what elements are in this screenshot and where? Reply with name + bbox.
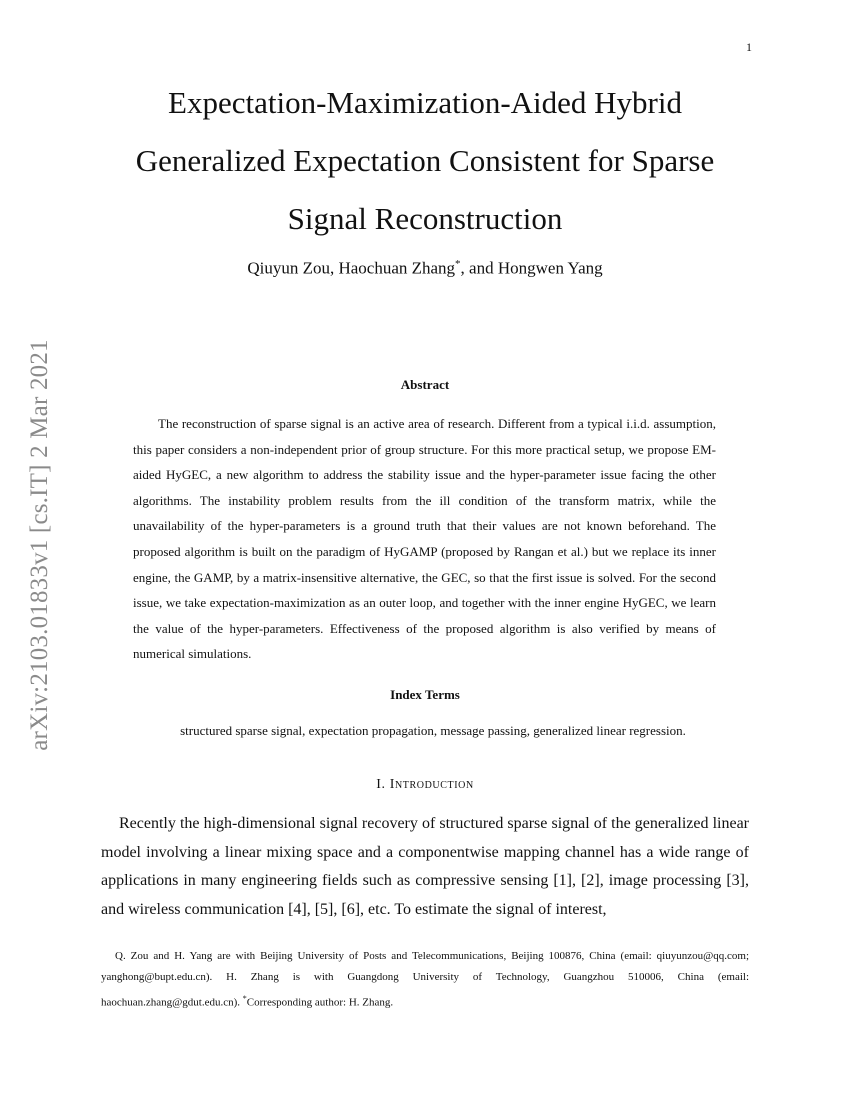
author-names: Qiuyun Zou, Haochuan Zhang: [247, 258, 456, 278]
section-number: I.: [376, 777, 386, 792]
abstract-text: The reconstruction of sparse signal is an active area of research. Different from a typical i.i.d. assumption, this paper considers a non-independent prior of group structure. For this more practical setup, we propose EM-aided HyGEC, a new algorithm to address the stability issue and the hyper-parameter issue facing the other algorithms. The instability problem results from the ill condition of the transform matrix, while the unavailability of the hyper-parameters is a ground truth that their values are not known beforehand. The proposed algorithm is built on the paradigm of HyGAMP (proposed by Rangan et al.) but we replace its inner engine, the GAMP, by a matrix-insensitive alternative, the GEC, so that the first issue is solved. For the second issue, we take expectation-maximization as an outer loop, and together with the inner engine HyGEC, we learn the value of the hyper-parameters. Effectiveness of the proposed algorithm is also verified by means of numerical simulations.: [133, 416, 716, 662]
index-terms-text: structured sparse signal, expectation propagation, message passing, generalized linear regression.: [180, 723, 686, 738]
footnote-mark: *: [242, 994, 247, 1003]
paper-title: Expectation-Maximization-Aided Hybrid Generalized Expectation Consistent for Sparse Signal Reconstruction: [135, 85, 715, 236]
affiliation-footnote: [101, 946, 749, 1014]
page-number: 1: [746, 40, 752, 54]
index-terms-heading: Index Terms: [390, 687, 460, 702]
arxiv-identifier-stamp: arXiv:2103.01833v1 [cs.IT] 2 Mar 2021: [26, 339, 53, 751]
section-heading-introduction: [100, 777, 750, 793]
abstract-heading: Abstract: [400, 377, 450, 392]
introduction-paragraph: Recently the high-dimensional signal recovery of structured sparse signal of the generalized linear model involving a linear mixing space and a componentwise mapping channel has a wide range of applications in many engineering fields such as compressive sensing [1], [2], image processing [3], and wireless communication [4], [5], [6], etc. To estimate the signal of interest,: [101, 815, 749, 918]
footnote-corresponding-author: Corresponding author: H. Zhang.: [246, 996, 394, 1009]
footnote-affiliations: Q. Zou and H. Yang are with Beijing University of Posts and Telecommunications, Beijing 100876, China (email: qiuyunzou@qq.com; yanghong@bupt.edu.cn). H. Zhang is with Guangdong University of Technology, Guangzhou 510006, China (email: haochuan.zhang@gdut.edu.cn).: [101, 950, 749, 1009]
author-names-end: , and Hongwen Yang: [460, 258, 603, 278]
corresponding-author-mark: *: [455, 258, 461, 270]
section-title: Introduction: [389, 777, 474, 792]
author-list: [100, 258, 750, 279]
